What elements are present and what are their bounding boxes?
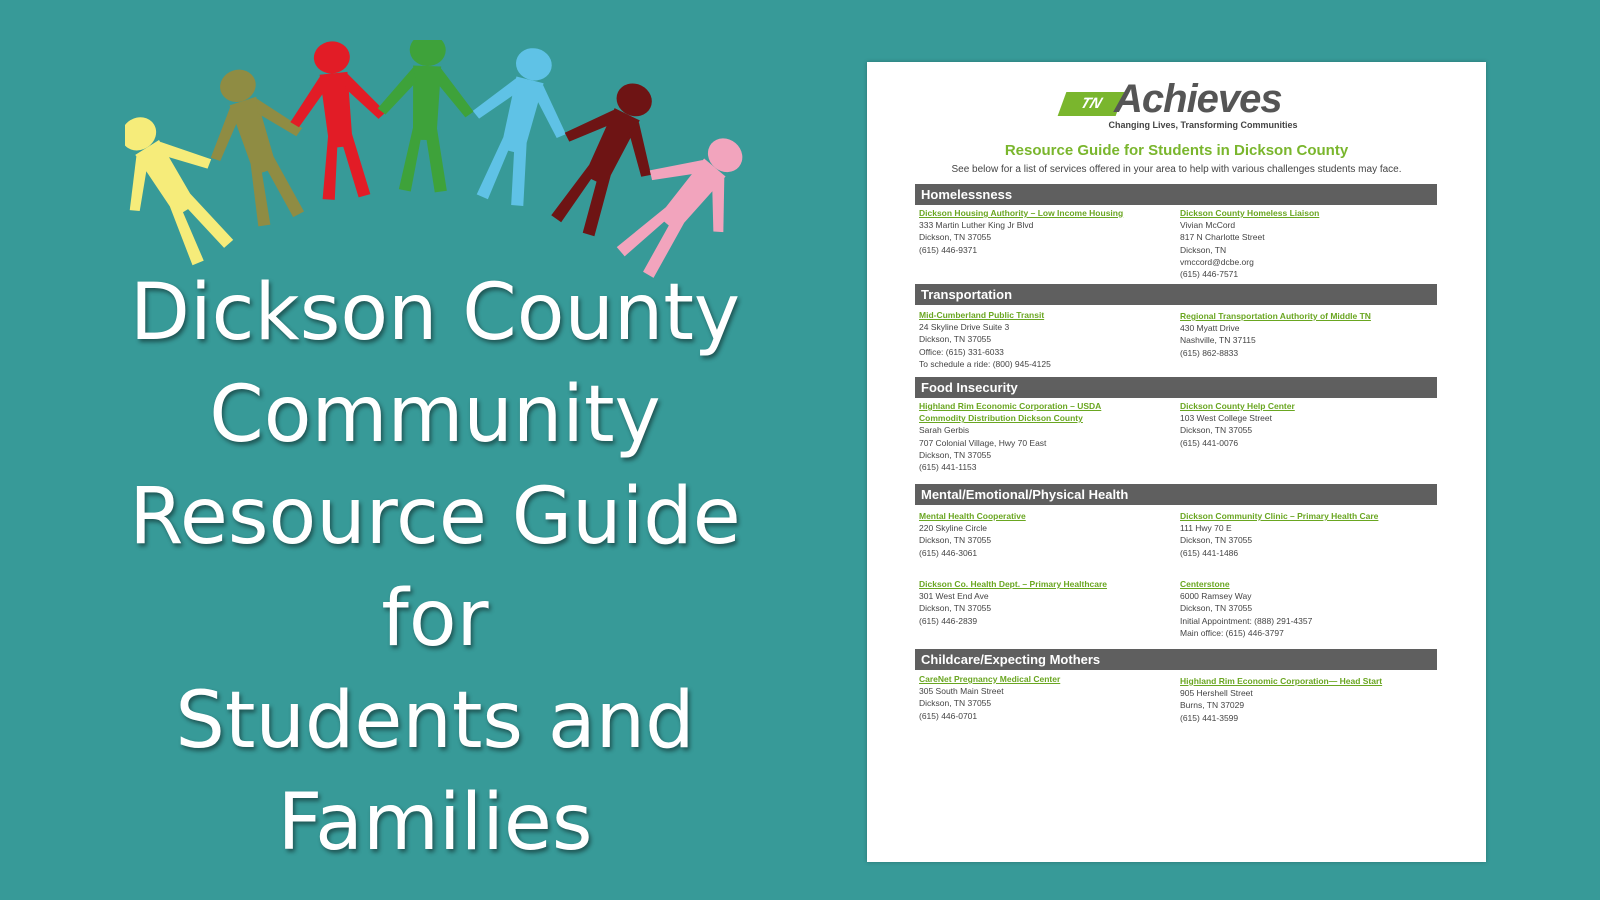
resource-link[interactable]: Dickson Community Clinic – Primary Health Care xyxy=(1180,511,1379,521)
resource-link[interactable]: Dickson Housing Authority – Low Income Housing xyxy=(919,208,1124,218)
resource-detail: 333 Martin Luther King Jr Blvd xyxy=(919,220,1034,231)
section-header: Mental/Emotional/Physical Health xyxy=(915,484,1437,505)
resource-link[interactable]: CareNet Pregnancy Medical Center xyxy=(919,674,1061,684)
figure-green xyxy=(375,40,476,194)
logo-tagline: Changing Lives, Transforming Communities xyxy=(1108,120,1298,130)
title-line: Community xyxy=(209,370,661,460)
resource-detail: 103 West College Street xyxy=(1180,413,1272,424)
resource-detail: Burns, TN 37029 xyxy=(1180,700,1245,711)
resource-entry xyxy=(1180,675,1430,724)
resource-entry xyxy=(1180,510,1430,559)
resource-detail: 6000 Ramsey Way xyxy=(1180,591,1252,602)
figure-olive xyxy=(187,56,327,236)
resource-detail: (615) 441-0076 xyxy=(1180,437,1239,448)
resource-link[interactable]: Highland Rim Economic Corporation – USDA xyxy=(919,401,1102,411)
people-holding-hands-icon xyxy=(125,40,745,290)
tnachieves-logo xyxy=(1062,77,1307,134)
figure-red xyxy=(282,40,394,204)
resource-link[interactable]: Commodity Distribution Dickson County xyxy=(919,413,1083,424)
document-subheading: See below for a list of services offered in your area to help with various challenges students may face. xyxy=(951,164,1402,175)
resource-detail: Vivian McCord xyxy=(1180,220,1236,231)
resource-entry xyxy=(1180,310,1430,359)
resource-entry xyxy=(919,400,1169,473)
page-title xyxy=(60,262,810,874)
section-header: Food Insecurity xyxy=(915,377,1437,398)
resource-detail: 24 Skyline Drive Suite 3 xyxy=(919,322,1010,333)
resource-detail: Main office: (615) 446-3797 xyxy=(1180,627,1284,638)
resource-link[interactable]: Dickson Co. Health Dept. – Primary Healthcare xyxy=(919,579,1108,589)
resource-detail: Dickson, TN 37055 xyxy=(919,232,992,243)
section-header: Homelessness xyxy=(915,184,1437,205)
resource-link[interactable]: Centerstone xyxy=(1180,579,1230,589)
section-header: Childcare/Expecting Mothers xyxy=(915,649,1437,670)
logo-word: Achieves xyxy=(1114,77,1282,121)
resource-detail: 111 Hwy 70 E xyxy=(1180,523,1232,534)
resource-detail: 707 Colonial Village, Hwy 70 East xyxy=(919,437,1047,448)
resource-detail: 301 West End Ave xyxy=(919,591,989,602)
title-line: Resource Guide xyxy=(129,472,741,562)
resource-detail: Dickson, TN xyxy=(1180,244,1227,255)
resource-entry xyxy=(919,207,1169,256)
resource-entry xyxy=(1180,400,1430,449)
title-line: Families xyxy=(277,778,593,868)
resource-detail: vmccord@dcbe.org xyxy=(1180,256,1254,267)
title-line: Students and xyxy=(175,676,695,766)
resource-detail: Initial Appointment: (888) 291-4357 xyxy=(1180,615,1313,626)
resource-detail: Dickson, TN 37055 xyxy=(919,603,992,614)
resource-detail: (615) 446-3061 xyxy=(919,547,978,558)
resource-detail: (615) 441-1486 xyxy=(1180,547,1239,558)
resource-detail: (615) 862-8833 xyxy=(1180,347,1239,358)
resource-link[interactable]: Dickson County Homeless Liaison xyxy=(1180,208,1320,218)
resource-detail: Dickson, TN 37055 xyxy=(919,449,992,460)
resource-detail: Sarah Gerbis xyxy=(919,425,970,436)
logo-badge: TN xyxy=(1058,92,1125,116)
resource-entry xyxy=(919,673,1169,722)
resource-detail: To schedule a ride: (800) 945-4125 xyxy=(919,358,1051,369)
resource-entry xyxy=(919,309,1169,370)
resource-detail: 305 South Main Street xyxy=(919,686,1004,697)
resource-detail: Dickson, TN 37055 xyxy=(1180,535,1253,546)
resource-guide-document xyxy=(867,62,1486,862)
resource-link[interactable]: Highland Rim Economic Corporation— Head Start xyxy=(1180,676,1383,686)
resource-detail: Office: (615) 331-6033 xyxy=(919,346,1004,357)
title-line: Dickson County xyxy=(129,268,741,358)
title-line: for xyxy=(381,574,489,664)
resource-detail: Dickson, TN 37055 xyxy=(1180,603,1253,614)
resource-detail: Dickson, TN 37055 xyxy=(1180,425,1253,436)
section-header: Transportation xyxy=(915,284,1437,305)
resource-detail: 905 Hershell Street xyxy=(1180,688,1253,699)
resource-entry xyxy=(1180,578,1430,639)
resource-entry xyxy=(919,578,1169,627)
resource-link[interactable]: Mid-Cumberland Public Transit xyxy=(919,310,1045,320)
resource-entry xyxy=(919,510,1169,559)
resource-link[interactable]: Dickson County Help Center xyxy=(1180,401,1295,411)
resource-link[interactable]: Mental Health Cooperative xyxy=(919,511,1026,521)
resource-link[interactable]: Regional Transportation Authority of Middle TN xyxy=(1180,311,1371,321)
resource-detail: (615) 446-7571 xyxy=(1180,269,1239,280)
resource-detail: Dickson, TN 37055 xyxy=(919,334,992,345)
resource-detail: 817 N Charlotte Street xyxy=(1180,232,1265,243)
resource-detail: Dickson, TN 37055 xyxy=(919,698,992,709)
document-heading: Resource Guide for Students in Dickson County xyxy=(1004,142,1349,159)
figure-blue xyxy=(453,40,584,214)
resource-detail: 220 Skyline Circle xyxy=(919,523,988,534)
resource-detail: (615) 441-1153 xyxy=(919,462,977,473)
resource-detail: (615) 446-0701 xyxy=(919,710,978,721)
resource-detail: (615) 446-9371 xyxy=(919,244,978,255)
resource-detail: (615) 441-3599 xyxy=(1180,712,1239,723)
resource-detail: Dickson, TN 37055 xyxy=(919,535,992,546)
resource-detail: Nashville, TN 37115 xyxy=(1180,335,1256,346)
resource-detail: 430 Myatt Drive xyxy=(1180,323,1240,334)
resource-entry xyxy=(1180,207,1430,280)
resource-detail: (615) 446-2839 xyxy=(919,615,978,626)
